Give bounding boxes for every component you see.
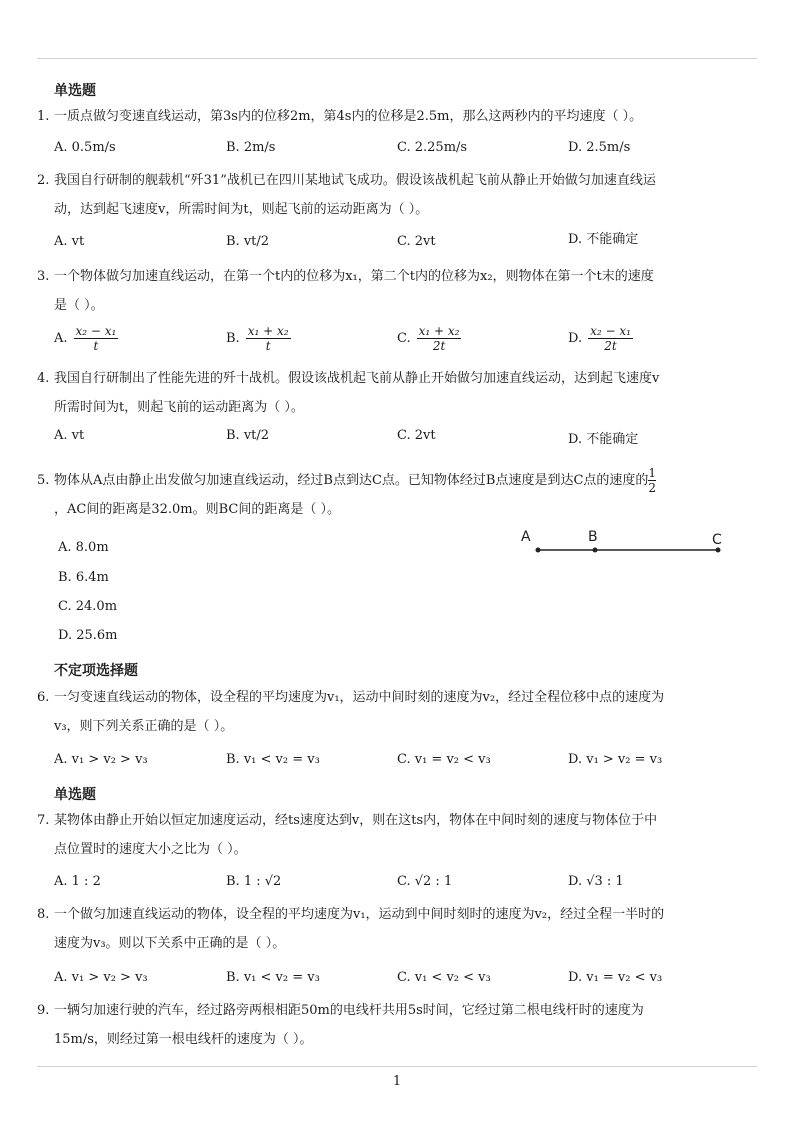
footer-rule bbox=[37, 1066, 757, 1067]
option-c[interactable]: C. √2 : 1 bbox=[397, 874, 453, 889]
question-8 bbox=[37, 900, 747, 958]
section-heading-single-choice: 单选题 bbox=[54, 787, 96, 803]
question-4 bbox=[37, 364, 747, 422]
option-b[interactable]: B. $\frac{\text{x₁ + x₂}}{t}$ bbox=[226, 324, 289, 353]
options-q4 bbox=[54, 428, 754, 454]
option-c[interactable]: C. 24.0m bbox=[58, 599, 118, 614]
option-a[interactable]: A. 0.5m/s bbox=[54, 140, 116, 155]
option-a[interactable]: A. v₁ > v₂ > v₃ bbox=[54, 752, 148, 767]
option-b[interactable]: B. v₁ < v₂ = v₃ bbox=[226, 970, 320, 985]
question-number: 9. bbox=[37, 1003, 50, 1018]
option-a[interactable]: A. vt bbox=[54, 234, 85, 249]
option-c[interactable]: C. v₁ < v₂ < v₃ bbox=[397, 970, 491, 985]
label-a: A bbox=[521, 529, 531, 545]
question-2 bbox=[37, 166, 747, 224]
question-7 bbox=[37, 806, 747, 864]
option-b[interactable]: B. 2m/s bbox=[226, 140, 276, 155]
option-c[interactable]: C. v₁ = v₂ < v₃ bbox=[397, 752, 491, 767]
option-a[interactable]: A. 8.0m bbox=[58, 540, 109, 555]
section-heading-multiple-choice: 不定项选择题 bbox=[54, 663, 138, 679]
option-a[interactable]: A. vt bbox=[54, 428, 85, 443]
option-a[interactable]: A. $\frac{\text{x₂ − x₁}}{t}$ bbox=[54, 324, 117, 353]
option-b[interactable]: B. vt/2 bbox=[226, 428, 270, 443]
header-rule bbox=[37, 58, 757, 59]
question-text-line1: 某物体由静止开始以恒定加速度运动，经ts速度达到v，则在这ts内，物体在中间时刻的速度与物体位于中 bbox=[54, 813, 658, 828]
question-number: 2. bbox=[37, 173, 50, 188]
page-number: 1 bbox=[392, 1074, 402, 1089]
options-q8 bbox=[54, 970, 754, 996]
options-q1 bbox=[54, 140, 754, 166]
point-c bbox=[716, 548, 721, 553]
question-text-line2: 点位置时的速度大小之比为（ ）。 bbox=[54, 842, 247, 857]
fraction: $\frac{\text{x₁ + x₂}}{2t}$ bbox=[418, 324, 460, 353]
question-number: 4. bbox=[37, 371, 50, 386]
label-c: C bbox=[712, 532, 722, 548]
question-text-line1: 一个物体做匀加速直线运动，在第一个t内的位移为x₁，第二个t内的位移为x₂，则物体在第一个t末的速度 bbox=[54, 269, 654, 284]
question-text-line2: 15m/s，则经过第一根电线杆的速度为（ ）。 bbox=[54, 1032, 313, 1047]
question-3 bbox=[37, 262, 747, 320]
option-b[interactable]: B. 6.4m bbox=[58, 570, 109, 585]
question-text-line1: 一匀变速直线运动的物体，设全程的平均速度为v₁，运动中间时刻的速度为v₂，经过全程位移中点的速度为 bbox=[54, 690, 665, 705]
section-heading-single-choice: 单选题 bbox=[54, 83, 96, 99]
question-text-line1: 一辆匀加速行驶的汽车，经过路旁两根相距50m的电线杆共用5s时间，它经过第二根电线杆时的速度为 bbox=[54, 1003, 644, 1018]
option-d[interactable]: D. 不能确定 bbox=[568, 232, 639, 247]
option-b[interactable]: B. v₁ < v₂ = v₃ bbox=[226, 752, 320, 767]
option-d[interactable]: D. v₁ = v₂ < v₃ bbox=[568, 970, 663, 985]
question-number: 6. bbox=[37, 690, 50, 705]
option-c[interactable]: C. 2vt bbox=[397, 428, 436, 443]
option-a[interactable]: A. v₁ > v₂ > v₃ bbox=[54, 970, 148, 985]
abc-line-diagram bbox=[518, 524, 728, 558]
question-text: 一质点做匀变速直线运动，第3s内的位移2m，第4s内的位移是2.5m，那么这两秒内的平均速度（ ）。 bbox=[54, 109, 643, 124]
question-5 bbox=[37, 466, 747, 524]
question-number: 7. bbox=[37, 813, 50, 828]
question-1 bbox=[37, 102, 747, 131]
option-d[interactable]: D. $\frac{\text{x₂ − x₁}}{2t}$ bbox=[568, 324, 631, 353]
question-6 bbox=[37, 683, 747, 741]
option-d[interactable]: D. √3 : 1 bbox=[568, 874, 624, 889]
options-q6 bbox=[54, 752, 754, 778]
options-q7 bbox=[54, 874, 754, 900]
question-text-line1: 物体从A点由静止出发做匀加速直线运动，经过B点到达C点。已知物体经过B点速度是到达C点的速度的 bbox=[54, 473, 649, 488]
question-number: 5. bbox=[37, 473, 50, 488]
option-d[interactable]: D. 不能确定 bbox=[568, 432, 639, 447]
option-c[interactable]: C. 2vt bbox=[397, 234, 436, 249]
option-a[interactable]: A. 1 : 2 bbox=[54, 874, 101, 889]
fraction: $\frac{\text{x₁ + x₂}}{t}$ bbox=[247, 324, 289, 353]
question-number: 3. bbox=[37, 269, 50, 284]
question-text-line2: 是（ ）。 bbox=[54, 298, 104, 313]
option-d[interactable]: D. v₁ > v₂ = v₃ bbox=[568, 752, 663, 767]
option-d[interactable]: D. 25.6m bbox=[58, 628, 118, 643]
options-q2 bbox=[54, 234, 754, 260]
label-b: B bbox=[588, 529, 598, 545]
question-number: 8. bbox=[37, 907, 50, 922]
fraction: $\frac{\text{x₂ − x₁}}{2t}$ bbox=[590, 324, 631, 353]
question-text-line1: 我国自行研制的舰载机“歼31”战机已在四川某地试飞成功。假设该战机起飞前从静止开始做匀加速直线运 bbox=[54, 173, 656, 188]
question-text-line1: 一个做匀加速直线运动的物体，设全程的平均速度为v₁，运动到中间时刻时的速度为v₂，经过全程一半时的 bbox=[54, 907, 665, 922]
question-text-line2: 速度为v₃。则以下关系中正确的是（ ）。 bbox=[54, 936, 286, 951]
question-text-line2: 所需时间为t，则起飞前的运动距离为（ ）。 bbox=[54, 400, 304, 415]
question-number: 1. bbox=[37, 109, 50, 124]
point-a bbox=[536, 548, 541, 553]
option-c[interactable]: C. 2.25m/s bbox=[397, 140, 468, 155]
option-b[interactable]: B. vt/2 bbox=[226, 234, 270, 249]
point-b bbox=[593, 548, 598, 553]
option-b[interactable]: B. 1 : √2 bbox=[226, 874, 282, 889]
question-text-line2: 动，达到起飞速度v，所需时间为t，则起飞前的运动距离为（ ）。 bbox=[54, 202, 429, 217]
option-c[interactable]: C. $\frac{\text{x₁ + x₂}}{2t}$ bbox=[397, 324, 460, 353]
fraction-one-half: $\frac{1}{2}$ bbox=[648, 466, 657, 495]
question-text-line2: v₃，则下列关系正确的是（ ）。 bbox=[54, 719, 234, 734]
question-text-line1: 我国自行研制出了性能先进的歼十战机。假设该战机起飞前从静止开始做匀加速直线运动，达到起飞速度v bbox=[54, 371, 660, 386]
option-d[interactable]: D. 2.5m/s bbox=[568, 140, 631, 155]
question-9 bbox=[37, 996, 747, 1054]
fraction: $\frac{\text{x₂ − x₁}}{t}$ bbox=[75, 324, 117, 353]
options-q3 bbox=[54, 324, 754, 360]
question-text-line2: ，AC间的距离是32.0m。则BC间的距离是（ ）。 bbox=[54, 502, 340, 517]
